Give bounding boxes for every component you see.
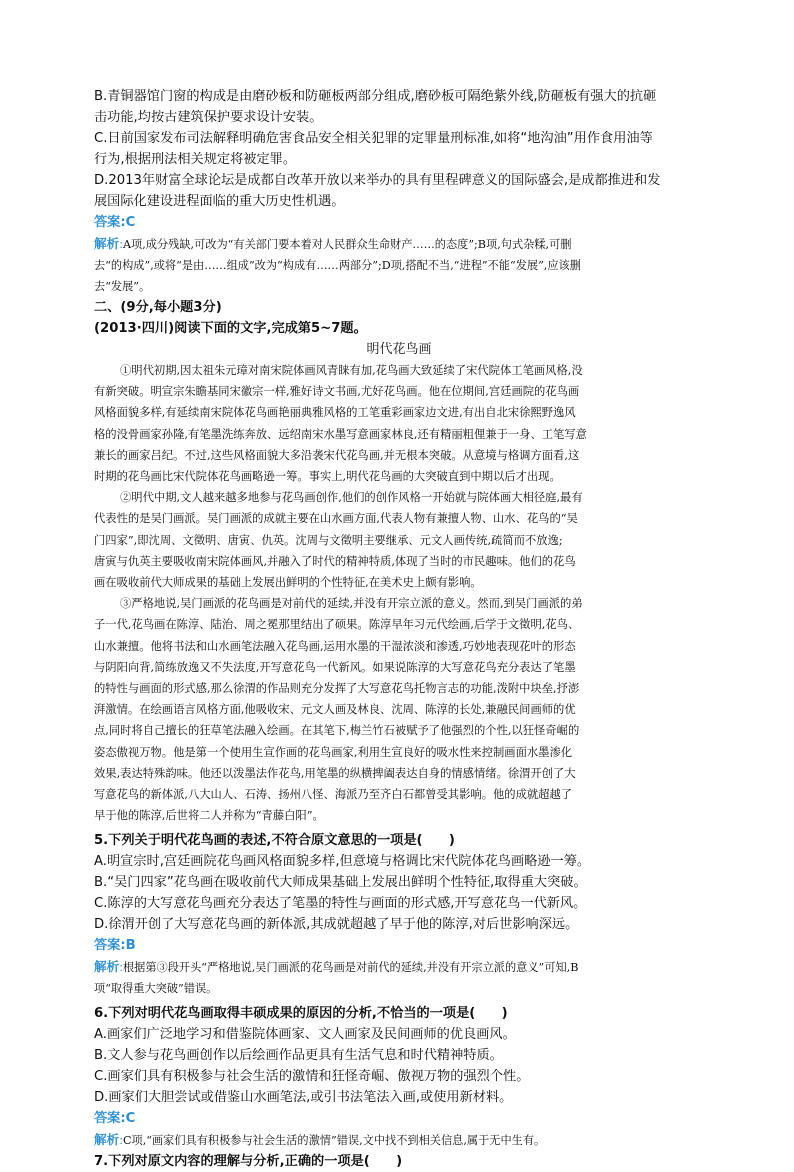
q4-option-b-line2: 击功能,均按古建筑保护要求设计安装。 — [94, 110, 323, 125]
passage-line: 代表性的是吴门画派。吴门画派的成就主要在山水画方面,代表人物有兼擅人物、山水、花鸟的“吴 — [94, 512, 578, 526]
passage-paragraph-1 — [94, 360, 704, 487]
passage-line: 湃激情。在绘画语言风格方面,他吸收宋、元文人画及林良、沈周、陈淳的长处,兼融民间画师的优 — [94, 703, 576, 717]
q6-option-d: D.画家们大胆尝试或借鉴山水画笔法,或引书法笔法入画,或使用新材料。 — [94, 1090, 513, 1106]
passage-line: 兼长的画家吕纪。不过,这些风格面貌大多沿袭宋代花鸟画,并无根本突破。从意境与格调方面看,这 — [94, 448, 580, 462]
passage-title: 明代花鸟画 — [366, 342, 432, 357]
passage-line: 有新突破。明宣宗朱瞻基同宋徽宗一样,雅好诗文书画,尤好花鸟画。他在位期间,宫廷画院的花鸟画 — [94, 385, 580, 399]
section-source: (2013·四川)阅读下面的文字,完成第5~7题。 — [94, 321, 367, 336]
passage-line: ①明代初期,因太祖朱元璋对南宋院体画风青睐有加,花鸟画大致延续了宋代院体工笔画风格,没 — [120, 364, 583, 377]
passage-line: 写意花鸟的新体派,八大山人、石涛、扬州八怪、海派乃至齐白石都曾受其影响。他的成就超越了 — [94, 788, 573, 802]
answer-value: B — [125, 938, 136, 954]
passage-line: 格的没骨画家孙隆,有笔墨洗练奔放、远绍南宋水墨写意画家林良,还有精丽粗俚兼于一身、工笔写意 — [94, 427, 587, 441]
passage-line: 的特性与画面的形式感,那么徐渭的作品则充分发挥了大写意花鸟托物言志的功能,泼附中块垒,抒澎 — [94, 682, 580, 696]
passage-line: ②明代中期,文人越来越多地参与花鸟画创作,他们的创作风格一开始就与院体画大相径庭,最有 — [120, 491, 583, 505]
answer-value: C — [125, 215, 136, 230]
explanation-line1: 根据第③段开头“严格地说,吴门画派的花鸟画是对前代的延续,并没有开宗立派的意义”可知,B — [122, 961, 579, 975]
passage-line: 时期的花鸟画比宋代院体花鸟画略逊一筹。事实上,明代花鸟画的大突破直到中期以后才出现。 — [94, 470, 561, 484]
q4-option-d-line2: 展国际化建设进程面临的重大历史性机遇。 — [94, 194, 345, 209]
section-heading: 二、(9分,每小题3分) — [94, 300, 222, 315]
passage-line: 与阴阳向背,简练放逸又不失法度,开写意花鸟一代新风。如果说陈淳的大写意花鸟充分表达了笔墨 — [94, 660, 576, 674]
q4-answer: 答案:C — [94, 215, 136, 230]
answer-value: C — [125, 1111, 136, 1127]
explanation-line3: 去“发展”。 — [94, 280, 151, 293]
q5-explanation: 解析:根据第③段开头“严格地说,吴门画派的花鸟画是对前代的延续,并没有开宗立派的意义”可知,B 项“取得重大突破”错误。 — [94, 956, 704, 999]
passage-paragraph-2 — [94, 487, 704, 593]
q4-option-d-line1: D.2013年财富全球论坛是成都自改革开放以来举办的具有里程碑意义的国际盛会,是成都推进和发 — [94, 173, 661, 188]
passage-line: 效果,表达特殊韵味。他还以泼墨法作花鸟,用笔墨的纵横捭阖表达自身的情感情绪。徐渭开创了大 — [94, 766, 576, 780]
answer-label: 答案 — [94, 938, 121, 954]
q5-stem: 5.下列关于明代花鸟画的表述,不符合原文意思的一项是( ) — [94, 833, 455, 849]
q6-option-a: A.画家们广泛地学习和借鉴院体画家、文人画家及民间画师的优良画风。 — [94, 1027, 516, 1043]
passage-paragraph-3 — [94, 593, 704, 826]
passage-line: 山水兼擅。他将书法和山水画笔法融入花鸟画,运用水墨的干湿浓淡和渗透,巧妙地表现花叶的形态 — [94, 639, 576, 653]
q4-explanation: 解析:A项,成分残缺,可改为“有关部门要本着对人民群众生命财产……的态度”;B项,句式杂糅,可删 去“的构成”,或将“是由……组成”改为“构成有……两部分”;D项,搭配不当,“进程”不能“发展”,应该删 去“发展”。 — [94, 233, 704, 297]
explanation-line2: 去“的构成”,或将“是由……组成”改为“构成有……两部分”;D项,搭配不当,“进程”不能“发展”,应该删 — [94, 259, 581, 272]
passage-line: 门四家”,即沈周、文徵明、唐寅、仇英。沈周与文徵明主要继承、元文人画传统,疏简而不放逸; — [94, 533, 563, 547]
q7-stem: 7.下列对原文内容的理解与分析,正确的一项是( ) — [94, 1154, 403, 1170]
explanation-line2: 项“取得重大突破”错误。 — [94, 982, 218, 996]
q6-answer: 答案:C — [94, 1111, 136, 1127]
q6-option-b: B.文人参与花鸟画创作以后绘画作品更具有生活气息和时代精神特质。 — [94, 1048, 503, 1064]
q4-option-b-line1: B.青铜器馆门窗的构成是由磨砂板和防砸板两部分组成,磨砂板可隔绝紫外线,防砸板有强大的抗砸 — [94, 89, 657, 104]
q5-option-d: D.徐渭开创了大写意花鸟画的新体派,其成就超越了早于他的陈淳,对后世影响深远。 — [94, 917, 579, 933]
q4-option-c-line1: C.日前国家发布司法解释明确危害食品安全相关犯罪的定罪量刑标准,如将“地沟油”用作食用油等 — [94, 131, 653, 146]
q5-answer: 答案:B — [94, 938, 136, 954]
passage-line: ③严格地说,吴门画派的花鸟画是对前代的延续,并没有开宗立派的意义。然而,到吴门画派的弟 — [120, 597, 583, 611]
passage-line: 点,同时将自己擅长的狂草笔法融入绘画。在其笔下,梅兰竹石被赋予了他强烈的个性,以狂怪奇崛的 — [94, 724, 580, 738]
passage-line: 画在吸收前代大师成果的基础上发展出鲜明的个性特征,在美术史上颇有影响。 — [94, 576, 482, 590]
explanation-label: 解析 — [94, 1132, 120, 1148]
explanation-line1: C项,“画家们具有积极参与社会生活的激情”错误,文中找不到相关信息,属于无中生有。 — [122, 1134, 546, 1148]
q5-option-c: C.陈淳的大写意花鸟画充分表达了笔墨的特性与画面的形式感,开写意花鸟一代新风。 — [94, 896, 587, 912]
q5-option-a: A.明宣宗时,宫廷画院花鸟画风格面貌多样,但意境与格调比宋代院体花鸟画略逊一筹。 — [94, 854, 591, 870]
q6-option-c: C.画家们具有积极参与社会生活的激情和狂怪奇崛、傲视万物的强烈个性。 — [94, 1069, 530, 1085]
passage-line: 早于他的陈淳,后世将二人并称为“青藤白阳”。 — [94, 809, 324, 823]
q6-explanation: 解析:C项,“画家们具有积极参与社会生活的激情”错误,文中找不到相关信息,属于无中生有。 — [94, 1132, 546, 1148]
q4-option-c-line2: 行为,根据刑法相关规定将被定罪。 — [94, 152, 297, 167]
explanation-line1: A项,成分残缺,可改为“有关部门要本着对人民群众生命财产……的态度”;B项,句式杂糅,可删 — [122, 238, 572, 251]
answer-label: 答案 — [94, 215, 121, 230]
explanation-label: 解析 — [94, 236, 120, 251]
passage-line: 子一代,花鸟画在陈淳、陆治、周之冕那里结出了硕果。陈淳早年习元代绘画,后学于文徵明,花鸟、 — [94, 618, 580, 632]
q5-option-b: B.“吴门四家”花鸟画在吸收前代大师成果基础上发展出鲜明个性特征,取得重大突破。 — [94, 875, 587, 891]
document-page — [94, 86, 704, 1172]
q6-stem: 6.下列对明代花鸟画取得丰硕成果的原因的分析,不恰当的一项是( ) — [94, 1006, 508, 1022]
passage-line: 姿态傲视万物。他是第一个使用生宣作画的花鸟画家,利用生宣良好的吸水性来控制画面水墨渗化 — [94, 745, 573, 759]
explanation-label: 解析 — [94, 959, 120, 975]
passage-line: 风格面貌多样,有延续南宋院体花鸟画艳丽典雅风格的工笔重彩画家边文进,有出自北宋徐熙野逸风 — [94, 406, 576, 420]
answer-label: 答案 — [94, 1111, 121, 1127]
passage-line: 唐寅与仇英主要吸收南宋院体画风,并融入了时代的精神特质,体现了当时的市民趣味。他们的花鸟 — [94, 554, 576, 568]
